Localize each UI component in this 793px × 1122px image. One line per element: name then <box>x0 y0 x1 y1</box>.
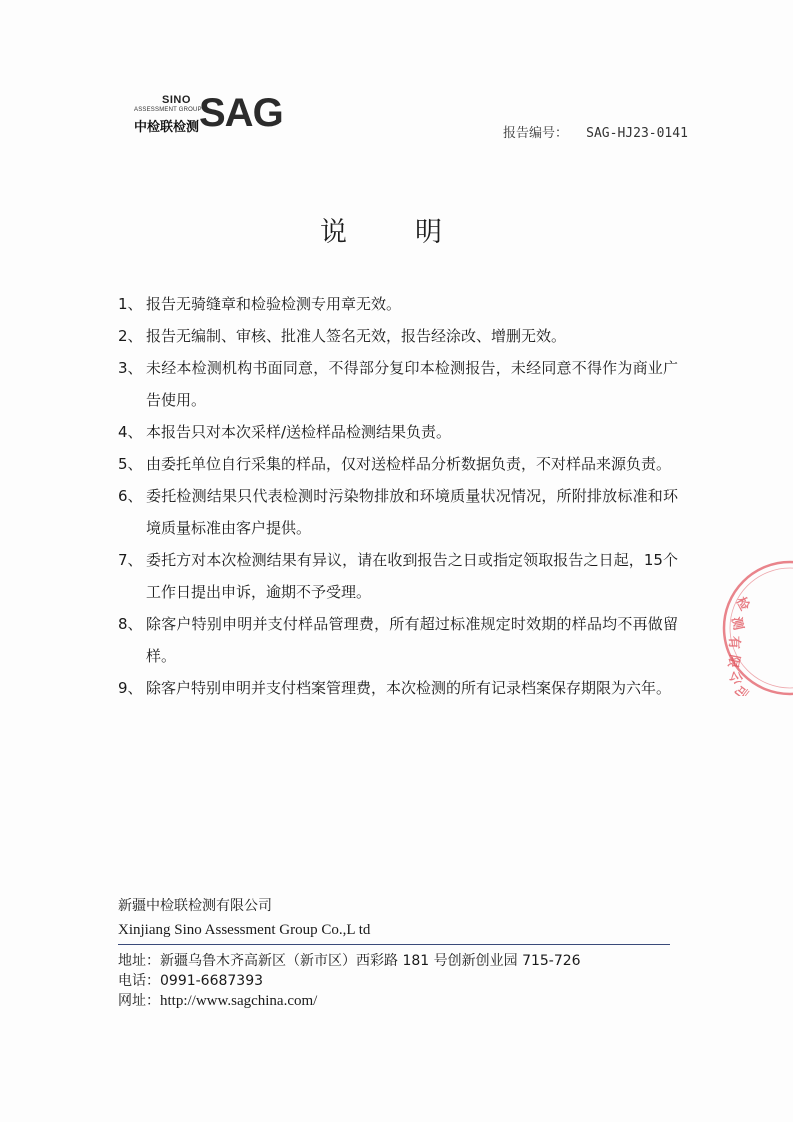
note-text: 委托检测结果只代表检测时污染物排放和环境质量状况情况，所附排放标准和环境质量标准由客户提供。 <box>146 487 678 537</box>
logo-sino: SINO <box>162 94 191 106</box>
note-number: 6、 <box>118 487 143 505</box>
company-name-cn: 新疆中检联检测有限公司 <box>118 898 272 914</box>
page-title: 说明 <box>320 217 510 248</box>
svg-text:测: 测 <box>728 615 746 632</box>
note-text: 除客户特别申明并支付档案管理费，本次检测的所有记录档案保存期限为六年。 <box>146 679 672 697</box>
note-text: 由委托单位自行采集的样品，仅对送检样品分析数据负责，不对样品来源负责。 <box>146 455 672 473</box>
sag-logo <box>134 91 304 138</box>
list-item <box>118 448 678 480</box>
report-number-label: 报告编号： <box>503 126 569 141</box>
note-number: 1、 <box>118 295 143 313</box>
note-text: 报告无骑缝章和检验检测专用章无效。 <box>146 295 402 313</box>
list-item <box>118 480 678 544</box>
contact-info <box>118 951 670 1011</box>
website-label: 网址： <box>118 993 160 1009</box>
note-number: 8、 <box>118 615 143 633</box>
logo-sag: SAG <box>199 91 283 135</box>
website-line <box>118 991 670 1011</box>
note-number: 4、 <box>118 423 143 441</box>
logo-cn: 中检联检测 <box>134 120 200 135</box>
address-line: 地址：新疆乌鲁木齐高新区（新市区）西彩路 181 号创新创业园 715-726 <box>118 953 581 969</box>
svg-text:检: 检 <box>732 594 752 614</box>
list-item <box>118 416 678 448</box>
report-number-value: SAG-HJ23-0141 <box>586 126 688 141</box>
logo-group: ASSESSMENT GROUP <box>134 107 202 113</box>
svg-text:有: 有 <box>726 636 741 650</box>
list-item <box>118 672 678 704</box>
svg-text:限: 限 <box>724 653 742 670</box>
phone-line: 电话：0991-6687393 <box>118 973 264 989</box>
note-number: 5、 <box>118 455 143 473</box>
svg-text:公: 公 <box>725 668 745 687</box>
note-number: 7、 <box>118 551 143 569</box>
list-item <box>118 544 678 608</box>
notes-list <box>118 288 678 704</box>
note-number: 9、 <box>118 679 143 697</box>
report-number <box>503 122 688 141</box>
company-footer <box>118 895 670 1011</box>
list-item <box>118 608 678 672</box>
company-seal-stamp <box>712 556 793 696</box>
website-link[interactable]: http://www.sagchina.com/ <box>160 993 318 1009</box>
note-text: 除客户特别申明并支付样品管理费，所有超过标准规定时效期的样品均不再做留样。 <box>146 615 678 665</box>
list-item <box>118 320 678 352</box>
note-text: 报告无编制、审核、批准人签名无效，报告经涂改、增删无效。 <box>146 327 567 345</box>
list-item <box>118 288 678 320</box>
svg-text:司: 司 <box>730 681 751 696</box>
seal-stamp-graphic <box>712 556 793 696</box>
footer-divider <box>118 944 670 945</box>
list-item <box>118 352 678 416</box>
note-number: 3、 <box>118 359 143 377</box>
company-name-en: Xinjiang Sino Assessment Group Co.,L td <box>118 922 371 938</box>
note-text: 委托方对本次检测结果有异议，请在收到报告之日或指定领取报告之日起，15个工作日提出申诉，逾期不予受理。 <box>146 551 678 601</box>
note-number: 2、 <box>118 327 143 345</box>
note-text: 本报告只对本次采样/送检样品检测结果负责。 <box>146 423 452 441</box>
note-text: 未经本检测机构书面同意，不得部分复印本检测报告，未经同意不得作为商业广告使用。 <box>146 359 678 409</box>
